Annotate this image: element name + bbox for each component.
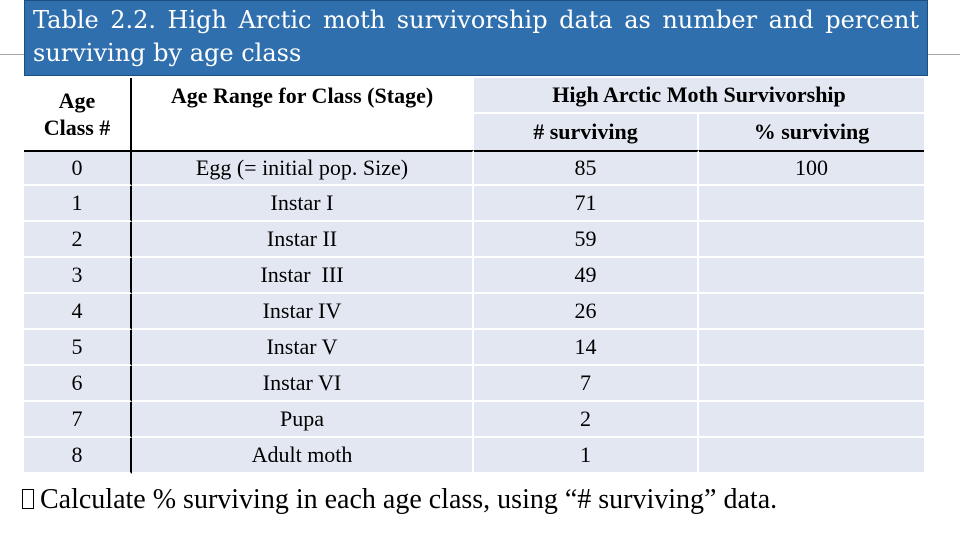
cell-age: 8 — [24, 438, 132, 474]
table-row — [24, 294, 924, 330]
cell-num-surviving: 1 — [474, 438, 699, 474]
cell-pct-surviving — [699, 294, 924, 330]
table-row — [24, 366, 924, 402]
cell-age: 6 — [24, 366, 132, 402]
cell-stage: Instar II — [132, 222, 474, 258]
table-row — [24, 330, 924, 366]
cell-pct-surviving — [699, 330, 924, 366]
cell-num-surviving: 7 — [474, 366, 699, 402]
decorative-line-right — [928, 54, 960, 55]
cell-num-surviving: 49 — [474, 258, 699, 294]
cell-stage: Instar I — [132, 186, 474, 222]
header-pct-surviving: % surviving — [699, 114, 924, 150]
cell-age: 5 — [24, 330, 132, 366]
cell-stage: Pupa — [132, 402, 474, 438]
table-row — [24, 258, 924, 294]
cell-age: 1 — [24, 186, 132, 222]
cell-stage: Egg (= initial pop. Size) — [132, 150, 474, 186]
table-row — [24, 222, 924, 258]
table-row — [24, 402, 924, 438]
slide-title-text: Table 2.2. High Arctic moth survivorship data as number and percent surviving by age class — [33, 6, 919, 67]
cell-num-surviving: 2 — [474, 402, 699, 438]
cell-stage: Adult moth — [132, 438, 474, 474]
cell-num-surviving: 71 — [474, 186, 699, 222]
decorative-line-left — [0, 54, 24, 55]
instruction-bullet — [22, 484, 777, 516]
cell-age: 0 — [24, 150, 132, 186]
cell-age: 7 — [24, 402, 132, 438]
cell-pct-surviving — [699, 222, 924, 258]
cell-stage: Instar VI — [132, 366, 474, 402]
instruction-text: Calculate % surviving in each age class, using “# surviving” data. — [40, 484, 778, 515]
cell-pct-surviving — [699, 402, 924, 438]
cell-pct-surviving — [699, 366, 924, 402]
header-age-range: Age Range for Class (Stage) — [132, 78, 474, 150]
cell-stage: Instar III — [132, 258, 474, 294]
survivorship-table — [24, 78, 924, 474]
box-glyph-icon — [22, 489, 34, 509]
slide-title — [24, 0, 928, 76]
table-row — [24, 150, 924, 186]
cell-age: 2 — [24, 222, 132, 258]
header-num-surviving: # surviving — [474, 114, 699, 150]
header-survivorship: High Arctic Moth Survivorship — [474, 78, 924, 114]
table-row — [24, 438, 924, 474]
cell-stage: Instar IV — [132, 294, 474, 330]
cell-pct-surviving: 100 — [699, 150, 924, 186]
table-header-row — [24, 78, 924, 114]
cell-pct-surviving — [699, 438, 924, 474]
cell-age: 3 — [24, 258, 132, 294]
cell-age: 4 — [24, 294, 132, 330]
cell-num-surviving: 26 — [474, 294, 699, 330]
cell-num-surviving: 59 — [474, 222, 699, 258]
header-age-class: Age Class # — [24, 78, 132, 150]
cell-pct-surviving — [699, 186, 924, 222]
cell-num-surviving: 14 — [474, 330, 699, 366]
cell-pct-surviving — [699, 258, 924, 294]
cell-num-surviving: 85 — [474, 150, 699, 186]
cell-stage: Instar V — [132, 330, 474, 366]
table-row — [24, 186, 924, 222]
